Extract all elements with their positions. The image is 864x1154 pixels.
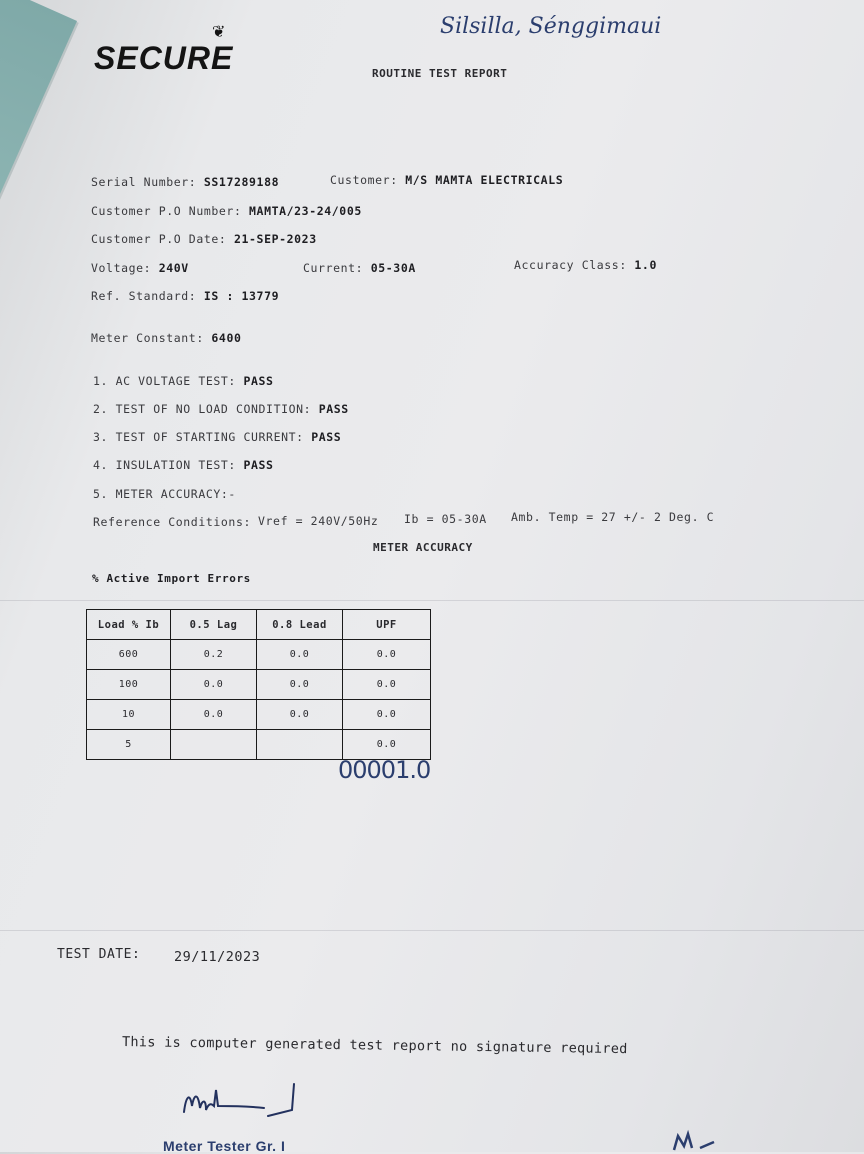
stamp-icon [664, 1128, 724, 1152]
po-date-value: 21-SEP-2023 [233, 232, 317, 246]
customer-row [330, 173, 563, 187]
table-row [87, 670, 431, 700]
column-header: Load % Ib [87, 610, 171, 640]
accuracy-class-row [514, 258, 657, 272]
table-cell: 0.0 [343, 670, 431, 700]
current-label: Current: [303, 261, 364, 275]
table-row [87, 700, 431, 730]
table-row [87, 730, 431, 760]
test-item [93, 374, 274, 388]
paper-fold [0, 600, 864, 601]
meter-accuracy-heading: METER ACCURACY [373, 541, 473, 554]
voltage-row [91, 261, 189, 275]
reference-ib: Ib = 05-30A [404, 512, 487, 526]
test-result: PASS [318, 402, 349, 416]
test-item [93, 487, 236, 501]
table-cell: 600 [87, 640, 171, 670]
test-result: PASS [243, 458, 274, 472]
po-number-row [91, 204, 362, 218]
logo-mark-icon: ❦ [212, 22, 226, 41]
serial-value: SS17289188 [203, 175, 280, 189]
column-header: 0.8 Lead [257, 610, 343, 640]
ref-standard-value: IS : 13779 [203, 289, 280, 303]
test-item [93, 430, 341, 444]
test-label: 5. METER ACCURACY:- [93, 487, 236, 501]
current-row [303, 261, 416, 275]
table-cell: 0.2 [171, 640, 257, 670]
column-header: 0.5 Lag [171, 610, 257, 640]
report-title: ROUTINE TEST REPORT [372, 67, 508, 80]
test-date-value: 29/11/2023 [174, 949, 261, 965]
errors-heading: % Active Import Errors [92, 572, 251, 585]
test-item [93, 458, 274, 472]
po-number-label: Customer P.O Number: [91, 204, 242, 218]
ref-standard-label: Ref. Standard: [91, 289, 197, 303]
table-cell: 0.0 [343, 640, 431, 670]
voltage-label: Voltage: [91, 261, 152, 275]
table-cell [257, 730, 343, 760]
test-result: PASS [311, 430, 342, 444]
accuracy-table [86, 609, 431, 760]
table-cell: 0.0 [171, 700, 257, 730]
reference-temp: Amb. Temp = 27 +/- 2 Deg. C [511, 510, 715, 524]
po-date-label: Customer P.O Date: [91, 232, 227, 246]
customer-value: M/S MAMTA ELECTRICALS [405, 173, 564, 187]
customer-label: Customer: [330, 173, 398, 187]
tester-label: Meter Tester Gr. I [163, 1138, 286, 1154]
test-label: 4. INSULATION TEST: [93, 458, 236, 472]
table-cell: 0.0 [171, 670, 257, 700]
footer-note: This is computer generated test report no signature required [121, 1034, 628, 1058]
table-cell: 0.0 [257, 670, 343, 700]
table-cell [171, 730, 257, 760]
signature-icon [176, 1076, 326, 1131]
table-cell: 5 [87, 730, 171, 760]
meter-constant-row [91, 331, 242, 345]
meter-constant-label: Meter Constant: [91, 331, 204, 345]
handwritten-meter-reading: 00001.0 [338, 756, 431, 784]
test-item [93, 402, 349, 416]
serial-label: Serial Number: [91, 175, 197, 189]
table-cell: 0.0 [343, 730, 431, 760]
column-header: UPF [343, 610, 431, 640]
brand-logo: SECURE [94, 40, 234, 76]
po-number-value: MAMTA/23-24/005 [249, 204, 362, 218]
test-label: 1. AC VOLTAGE TEST: [93, 374, 236, 388]
table-header-row [87, 610, 431, 640]
test-label: 2. TEST OF NO LOAD CONDITION: [93, 402, 312, 416]
reference-conditions-label: Reference Conditions: [93, 515, 251, 529]
voltage-value: 240V [158, 261, 189, 275]
table-row [87, 640, 431, 670]
header-handwriting: Silsilla, Sénggimaui [440, 14, 662, 39]
accuracy-class-label: Accuracy Class: [514, 258, 627, 272]
reference-vref: Vref = 240V/50Hz [258, 514, 379, 528]
meter-constant-value: 6400 [211, 331, 242, 345]
table-cell: 0.0 [257, 640, 343, 670]
test-label: 3. TEST OF STARTING CURRENT: [93, 430, 304, 444]
table-cell: 0.0 [257, 700, 343, 730]
serial-number-row [91, 175, 279, 189]
paper-fold [0, 930, 864, 931]
table-cell: 10 [87, 700, 171, 730]
ref-standard-row [91, 289, 279, 303]
accuracy-class-value: 1.0 [634, 258, 657, 272]
table-cell: 0.0 [343, 700, 431, 730]
test-date-label: TEST DATE: [57, 947, 141, 962]
po-date-row [91, 232, 317, 246]
table-cell: 100 [87, 670, 171, 700]
current-value: 05-30A [370, 261, 416, 275]
test-result: PASS [243, 374, 274, 388]
